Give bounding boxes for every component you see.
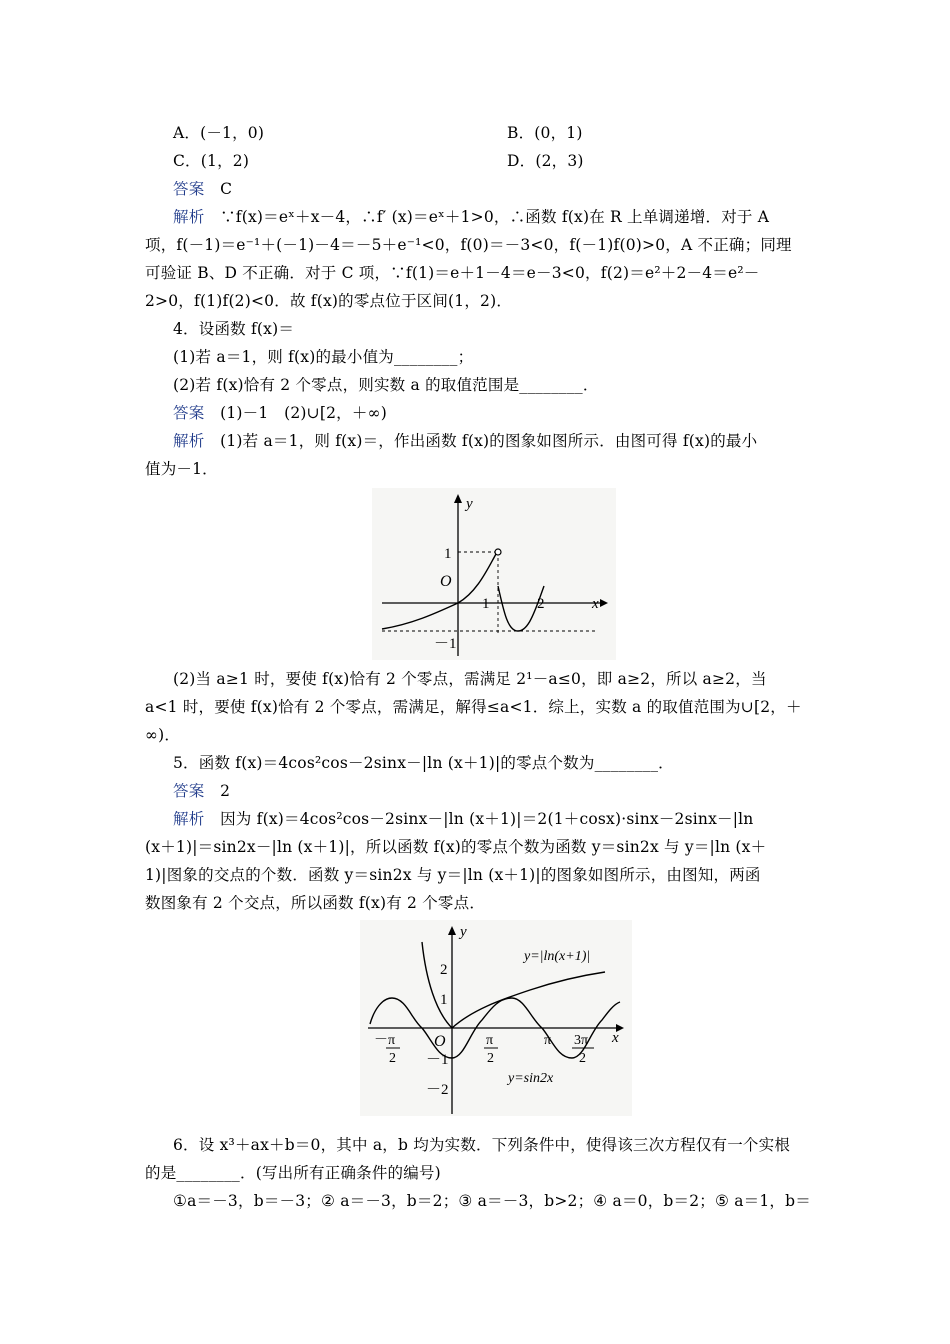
tick-pi-half-num: π bbox=[486, 1033, 494, 1048]
q3-analysis-text-1: ∵f(x)＝eˣ＋x－4，∴f′ (x)＝eˣ＋1>0，∴函数 f(x)在 R 上单调递增．对于 A bbox=[220, 208, 770, 226]
q4-analysis2-line-3: ∞)． bbox=[145, 726, 181, 744]
y-tick-neg2: －2 bbox=[426, 1082, 449, 1098]
option-a: A．(－1，0) bbox=[173, 124, 265, 142]
y-label: y bbox=[460, 924, 467, 940]
q6-line-2: 的是________．(写出所有正确条件的编号) bbox=[145, 1164, 441, 1182]
x-tick-1: 1 bbox=[482, 596, 490, 612]
tick-neg-pi-den: 2 bbox=[389, 1051, 396, 1066]
q4-analysis-text-1: (1)若 a＝1，则 f(x)＝，作出函数 f(x)的图象如图所示．由图可得 f(x)的最小 bbox=[220, 432, 758, 450]
q4-stem: 4．设函数 f(x)＝ bbox=[173, 320, 295, 338]
origin-label: O bbox=[434, 1033, 446, 1050]
q3-analysis-line-3: 可验证 B、D 不正确．对于 C 项，∵f(1)＝e＋1－4＝e－3<0，f(2)＝e²＋2－4＝e²－ bbox=[145, 264, 760, 282]
answer-label: 答案 bbox=[173, 180, 205, 198]
q5-answer: 2 bbox=[220, 782, 231, 800]
q4-answer: (1)－1 (2)∪[2，＋∞) bbox=[220, 404, 387, 422]
tick-pi-half-den: 2 bbox=[487, 1051, 494, 1066]
x-label: x bbox=[592, 596, 599, 612]
q3-analysis-line-2: 项，f(－1)＝e⁻¹＋(－1)－4＝－5＋e⁻¹<0，f(0)＝－3<0，f(－1)f(0)>0，A 不正确；同理 bbox=[145, 236, 792, 254]
x-tick-2: 2 bbox=[537, 596, 545, 612]
analysis-label: 解析 bbox=[173, 208, 205, 226]
open-endpoint bbox=[495, 549, 501, 555]
label-abs-ln: y=|ln(x+1)| bbox=[524, 949, 591, 964]
tick-neg-sign: － bbox=[374, 1033, 388, 1048]
label-sin2x: y=sin2x bbox=[508, 1071, 554, 1086]
y-tick-neg1: －1 bbox=[426, 1052, 449, 1068]
tick-3pi-half-den: 2 bbox=[579, 1051, 586, 1066]
figure-piecewise-graph bbox=[372, 488, 616, 660]
q4-part1: (1)若 a＝1，则 f(x)的最小值为________； bbox=[173, 348, 474, 366]
x-label: x bbox=[612, 1030, 619, 1046]
y-tick-1: 1 bbox=[440, 992, 448, 1008]
q5-answer-line bbox=[173, 780, 230, 802]
option-d: D．(2，3) bbox=[507, 152, 584, 170]
y-tick-1: 1 bbox=[444, 546, 452, 562]
q5-analysis-line-3: 1)|图象的交点的个数．函数 y＝sin2x 与 y＝|ln (x＋1)|的图象如图所示，由图知，两函 bbox=[145, 866, 761, 884]
origin-label: O bbox=[440, 573, 452, 590]
q4-part2: (2)若 f(x)恰有 2 个零点，则实数 a 的取值范围是________． bbox=[173, 376, 599, 394]
tick-neg-pi: π bbox=[388, 1033, 396, 1048]
q3-analysis-line-1 bbox=[173, 206, 769, 228]
y-label: y bbox=[466, 496, 473, 512]
tick-pi: π bbox=[544, 1033, 552, 1048]
q4-analysis2-line-1: (2)当 a≥1 时，要使 f(x)恰有 2 个零点，需满足 2¹－a≤0，即 a≥2，所以 a≥2，当 bbox=[173, 670, 767, 688]
answer-label: 答案 bbox=[173, 782, 205, 800]
q5-analysis-line-2: (x＋1)|＝sin2x－|ln (x＋1)|，所以函数 f(x)的零点个数为函数 y＝sin2x 与 y＝|ln (x＋ bbox=[145, 838, 767, 856]
q5-analysis-line-4: 数图象有 2 个交点，所以函数 f(x)有 2 个零点． bbox=[145, 894, 486, 912]
answer-label: 答案 bbox=[173, 404, 205, 422]
q5-stem: 5．函数 f(x)＝4cos²cos－2sinx－|ln (x＋1)|的零点个数为________． bbox=[173, 754, 674, 772]
figure-background bbox=[360, 920, 632, 1116]
figure-background bbox=[372, 488, 616, 660]
q4-analysis-line-2: 值为－1． bbox=[145, 460, 218, 478]
analysis-label: 解析 bbox=[173, 810, 205, 828]
q3-analysis-line-4: 2>0，f(1)f(2)<0．故 f(x)的零点位于区间(1，2)． bbox=[145, 292, 513, 310]
figure-sin-ln-graph bbox=[360, 920, 632, 1116]
q6-line-1: 6．设 x³＋ax＋b＝0，其中 a，b 均为实数．下列条件中，使得该三次方程仅有一个实根 bbox=[173, 1136, 791, 1154]
q4-answer-line bbox=[173, 402, 387, 424]
tick-3pi-half-num: 3π bbox=[574, 1033, 589, 1048]
q5-analysis-line-1 bbox=[173, 808, 753, 830]
q5-analysis-text-1: 因为 f(x)＝4cos²cos－2sinx－|ln (x＋1)|＝2(1＋cosx)·sinx－2sinx－|ln bbox=[220, 810, 754, 828]
y-tick-neg1: －1 bbox=[434, 636, 457, 652]
option-c: C．(1，2) bbox=[173, 152, 250, 170]
q3-answer: C bbox=[220, 180, 233, 198]
analysis-label: 解析 bbox=[173, 432, 205, 450]
option-b: B．(0，1) bbox=[507, 124, 583, 142]
q4-analysis-line-1 bbox=[173, 430, 757, 452]
q6-line-3: ①a＝－3，b＝－3；② a＝－3，b＝2；③ a＝－3，b>2；④ a＝0，b＝2；⑤ a＝1，b＝ bbox=[173, 1192, 811, 1210]
y-tick-2: 2 bbox=[440, 962, 448, 978]
q4-analysis2-line-2: a<1 时，要使 f(x)恰有 2 个零点，需满足，解得≤a<1．综上，实数 a 的取值范围为∪[2，＋ bbox=[145, 698, 802, 716]
q3-answer-line bbox=[173, 178, 232, 200]
